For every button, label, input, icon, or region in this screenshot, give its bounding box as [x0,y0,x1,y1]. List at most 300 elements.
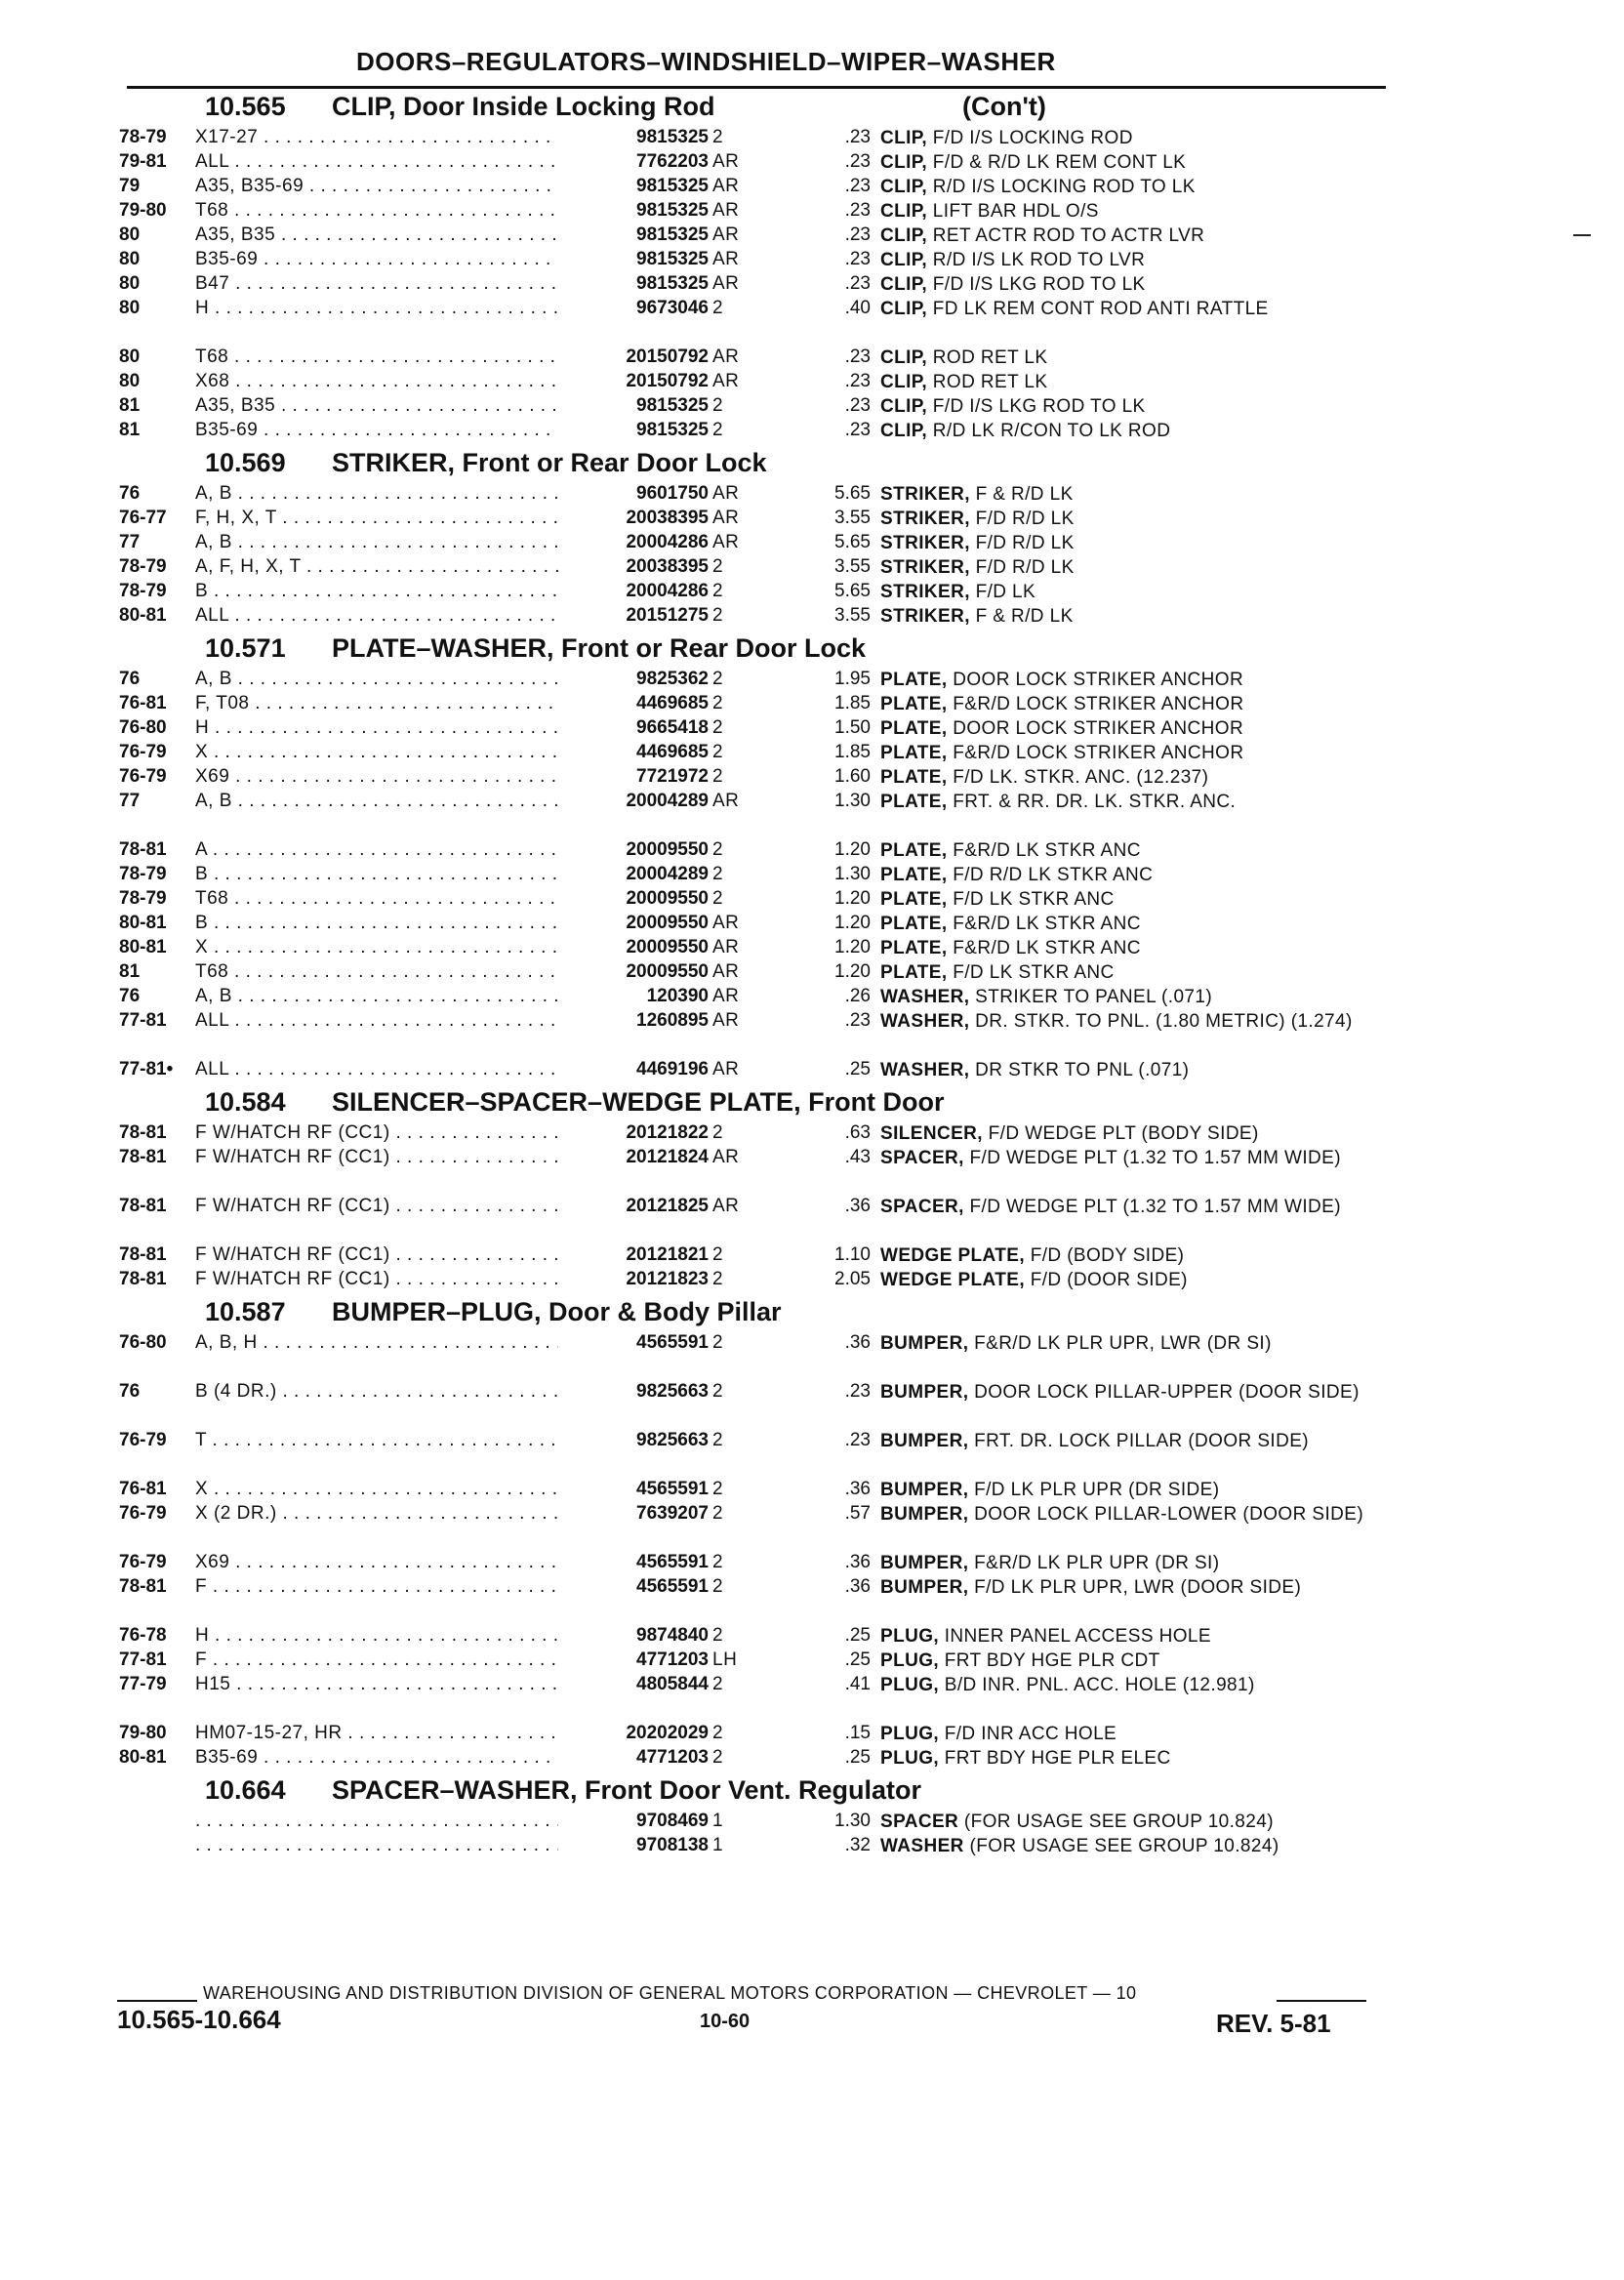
quantity: AR [712,224,771,246]
part-number: 7639207 [558,1503,709,1525]
description-head: PLATE, [880,670,948,690]
quantity: 2 [712,1244,771,1266]
model-years: 80 [119,273,141,294]
description-head: CLIP, [880,274,928,295]
model-years: 80 [119,224,141,245]
usage-code: X . . . [195,1479,654,1500]
price: .36 [844,1332,871,1353]
section-number: 10.584 [205,1087,286,1117]
model-years: 78-79 [119,127,167,147]
quantity: AR [712,532,771,553]
quantity: 2 [712,1503,771,1525]
description-text: F&R/D LK STKR ANC [953,840,1141,861]
quantity: 2 [712,420,771,441]
model-years: 76-81 [119,1479,167,1499]
quantity: 1 [712,1835,771,1856]
part-number: 9815325 [558,420,709,441]
part-number: 20121823 [558,1269,709,1290]
part-row [119,789,1388,837]
part-number: 20121824 [558,1147,709,1168]
part-number: 9825362 [558,669,709,690]
part-number: 4771203 [558,1649,709,1671]
usage-code: A . . . [195,839,654,861]
part-number: 9815325 [558,127,709,148]
price: 3.55 [834,556,871,577]
part-row [119,1379,1388,1428]
description-head: STRIKER, [880,509,970,529]
description-text: FRT BDY HGE PLR CDT [944,1650,1160,1671]
part-number: 9815325 [558,273,709,295]
usage-code: ALL . . . [195,605,654,627]
price: .23 [844,249,871,269]
page-footer [117,1981,1386,2050]
price: .23 [844,1381,871,1402]
part-number: 20038395 [558,508,709,529]
description-head: BUMPER, [880,1333,969,1354]
usage-code: B . . . [195,864,654,885]
description-text: STRIKER TO PANEL (.071) [975,987,1213,1007]
description-text: F/D R/D LK [975,557,1075,578]
part-number: 120390 [558,986,709,1007]
price: .36 [844,1479,871,1499]
price: 1.30 [834,1811,871,1831]
usage-code: F W/HATCH RF (CC1) . . . [195,1147,654,1168]
part-number: 20150792 [558,371,709,392]
part-number: 4565591 [558,1552,709,1573]
description [880,1479,1485,1502]
quantity: AR [712,508,771,529]
description-head: CLIP, [880,347,928,368]
part-row [119,1267,1388,1291]
model-years: 77-81 [119,1649,167,1670]
part-number: 20004286 [558,532,709,553]
usage-code: H . . . [195,1625,654,1647]
part-row [119,862,1388,886]
section-title: SILENCER–SPACER–WEDGE PLATE, Front Door [332,1087,945,1117]
model-years: 79-81 [119,151,167,172]
quantity: 2 [712,1269,771,1290]
description-text: F/D LK. STKR. ANC. (12.237) [953,767,1209,788]
quantity: 2 [712,605,771,627]
description [880,864,1485,887]
part-number: 20004289 [558,791,709,812]
quantity: 2 [712,669,771,690]
section-title: PLATE–WASHER, Front or Rear Door Lock [332,633,867,663]
model-years: 80 [119,298,141,318]
description-text: R/D I/S LOCKING ROD TO LK [932,177,1196,197]
description-head: WASHER, [880,987,970,1007]
quantity: AR [712,1147,771,1168]
part-row [119,247,1388,271]
part-row [119,393,1388,418]
footer-page-number: 10-60 [700,2011,751,2032]
usage-code: X . . . [195,742,654,763]
quantity: AR [712,1010,771,1032]
price: 1.20 [834,913,871,933]
part-row [119,1809,1388,1833]
description-text: F&R/D LK STKR ANC [953,914,1141,934]
price: 1.20 [834,937,871,957]
model-years: 77-81• [119,1059,174,1079]
quantity: 2 [712,1430,771,1451]
description-head: CLIP, [880,372,928,392]
part-row [119,667,1388,691]
description-text: F/D R/D LK STKR ANC [953,865,1154,885]
section-number: 10.565 [205,92,286,121]
quantity: 2 [712,1576,771,1598]
description-text: DOOR LOCK STRIKER ANCHOR [953,718,1244,739]
description [880,1147,1485,1170]
price: .43 [844,1147,871,1167]
model-years: 78-81 [119,1122,167,1143]
price: .23 [844,273,871,294]
description [880,1196,1485,1219]
usage-code: A35, B35 . . . [195,224,654,246]
description-text: RET ACTR ROD TO ACTR LVR [932,225,1205,246]
quantity: 2 [712,717,771,739]
part-row [119,530,1388,554]
quantity: 2 [712,127,771,148]
model-years: 76-79 [119,1430,167,1450]
part-row [119,959,1388,984]
description [880,508,1485,531]
model-years: 77 [119,532,141,552]
usage-code: X17-27 . . . [195,127,654,148]
description [880,395,1485,419]
part-number: 4771203 [558,1747,709,1769]
description [880,717,1485,741]
description [880,1576,1485,1600]
usage-code: ALL . . . [195,1010,654,1032]
quantity: LH [712,1649,771,1671]
part-row [119,1120,1388,1145]
price: 5.65 [834,581,871,601]
price: .36 [844,1576,871,1597]
description-head: STRIKER, [880,606,970,627]
description-head: STRIKER, [880,582,970,602]
part-number: 9815325 [558,176,709,197]
part-number: 20004289 [558,864,709,885]
description [880,1122,1485,1146]
usage-code: T . . . [195,1430,654,1451]
description [880,1811,1485,1834]
model-years: 78-81 [119,1576,167,1597]
price: 1.20 [834,839,871,860]
description [880,346,1485,370]
quantity: AR [712,346,771,368]
quantity: 2 [712,298,771,319]
description [880,151,1485,175]
price: .32 [844,1835,871,1855]
description-head: PLATE, [880,865,948,885]
description-head: CLIP, [880,250,928,270]
description [880,605,1485,629]
description-text: (FOR USAGE SEE GROUP 10.824) [963,1812,1274,1832]
price: .36 [844,1196,871,1216]
description-text: F & R/D LK [975,484,1074,505]
part-row [119,1623,1388,1648]
quantity: 2 [712,1381,771,1403]
description [880,766,1485,790]
description-head: SPACER [880,1812,959,1832]
quantity: 2 [712,1723,771,1744]
part-number: 9815325 [558,200,709,222]
part-number: 4565591 [558,1479,709,1500]
model-years: 76-79 [119,742,167,762]
model-years: 76 [119,1381,141,1402]
part-row [119,911,1388,935]
price: .25 [844,1059,871,1079]
description [880,1332,1485,1356]
part-row [119,1574,1388,1623]
description-head: PLATE, [880,718,948,739]
usage-code: B . . . [195,581,654,602]
description [880,1674,1485,1697]
usage-code: H . . . [195,298,654,319]
part-row [119,764,1388,789]
part-row [119,603,1388,628]
description [880,127,1485,150]
usage-code: A35, B35 . . . [195,395,654,417]
usage-code: B35-69 . . . [195,249,654,270]
price: 5.65 [834,483,871,504]
part-row [119,1242,1388,1267]
part-row [119,886,1388,911]
model-years: 77-81 [119,1010,167,1031]
price: .25 [844,1625,871,1646]
usage-code: A, B, H . . . [195,1332,654,1354]
usage-code: A35, B35-69 . . . [195,176,654,197]
part-row [119,935,1388,959]
usage-code: T68 . . . [195,961,654,983]
description [880,420,1485,443]
quantity: AR [712,151,771,173]
quantity: 2 [712,864,771,885]
description-text: DOOR LOCK PILLAR-UPPER (DOOR SIDE) [974,1382,1360,1403]
description-head: BUMPER, [880,1382,969,1403]
part-number: 20202029 [558,1723,709,1744]
part-row [119,1745,1388,1770]
usage-code: X69 . . . [195,766,654,788]
quantity: AR [712,273,771,295]
price: .26 [844,986,871,1006]
description-text: R/D I/S LK ROD TO LVR [932,250,1146,270]
description-head: PLUG, [880,1748,940,1769]
description-text: F/D WEDGE PLT (1.32 TO 1.57 MM WIDE) [969,1148,1341,1168]
description-head: SILENCER, [880,1123,983,1144]
part-number: 9708138 [558,1835,709,1856]
description-text: F/D LK [975,582,1036,602]
price: .25 [844,1747,871,1768]
price: 5.65 [834,532,871,552]
part-row [119,1550,1388,1574]
usage-code: X68 . . . [195,371,654,392]
description-head: WASHER [880,1836,964,1856]
part-number: 20009550 [558,913,709,934]
usage-code: T68 . . . [195,346,654,368]
description [880,273,1485,297]
model-years: 79-80 [119,1723,167,1743]
usage-code: F, T08 . . . [195,693,654,714]
model-years: 78-79 [119,864,167,884]
model-years: 78-79 [119,556,167,577]
description-head: BUMPER, [880,1553,969,1573]
model-years: 76-79 [119,1503,167,1524]
usage-code: F, H, X, T . . . [195,508,654,529]
section-heading [119,86,1388,125]
description-text: DR. STKR. TO PNL. (1.80 METRIC) (1.274) [975,1011,1353,1032]
usage-code: H15 . . . [195,1674,654,1695]
description [880,888,1485,912]
description [880,1503,1485,1527]
footer-rule-right [1277,2000,1366,2002]
section-title: STRIKER, Front or Rear Door Lock [332,448,767,477]
price: .23 [844,200,871,221]
model-years: 79-80 [119,200,167,221]
description-head: SPACER, [880,1148,964,1168]
part-number: 9825663 [558,1430,709,1451]
part-row [119,579,1388,603]
quantity: 2 [712,839,771,861]
part-number: 4565591 [558,1576,709,1598]
model-years: 76 [119,986,141,1006]
part-number: 20151275 [558,605,709,627]
quantity: AR [712,176,771,197]
part-number: 20121825 [558,1196,709,1217]
price: 1.85 [834,693,871,713]
usage-code: B35-69 . . . [195,1747,654,1769]
description [880,200,1485,224]
part-row [119,715,1388,740]
description-text: F/D WEDGE PLT (1.32 TO 1.57 MM WIDE) [969,1197,1341,1217]
part-row [119,1648,1388,1672]
quantity: 2 [712,1122,771,1144]
model-years: 76-79 [119,766,167,787]
part-number: 4469196 [558,1059,709,1080]
model-years: 81 [119,961,141,982]
part-number: 4469685 [558,742,709,763]
description [880,1835,1485,1858]
description-text: ROD RET LK [932,347,1048,368]
quantity: AR [712,1059,771,1080]
description-head: WASHER, [880,1060,970,1080]
part-number: 20004286 [558,581,709,602]
model-years: 78-81 [119,1196,167,1216]
usage-code: F W/HATCH RF (CC1) . . . [195,1244,654,1266]
description-text: F&R/D LK STKR ANC [953,938,1141,958]
description [880,1010,1485,1034]
part-number: 9815325 [558,395,709,417]
description-head: PLUG, [880,1675,940,1695]
footer-rule-left [117,2000,197,2002]
part-number: 20009550 [558,937,709,958]
quantity: 2 [712,1479,771,1500]
footer-revision: REV. 5-81 [1216,2009,1331,2038]
description-text: F/D WEDGE PLT (BODY SIDE) [988,1123,1259,1144]
part-row [119,1477,1388,1501]
description-text: ROD RET LK [932,372,1048,392]
usage-code: A, B . . . [195,483,654,505]
part-number: 20009550 [558,961,709,983]
description-head: STRIKER, [880,533,970,553]
part-number: 9815325 [558,224,709,246]
usage-code: F W/HATCH RF (CC1) . . . [195,1196,654,1217]
description [880,839,1485,863]
price: .57 [844,1503,871,1524]
description-text: F/D R/D LK [975,509,1075,529]
part-row [119,125,1388,149]
description-text: R/D LK R/CON TO LK ROD [932,421,1171,441]
usage-code: A, F, H, X, T . . . [195,556,654,578]
model-years: 78-81 [119,1244,167,1265]
quantity: 2 [712,1332,771,1354]
description [880,176,1485,199]
description-text: LIFT BAR HDL O/S [932,201,1099,222]
description-text: F/D R/D LK [975,533,1075,553]
price: .23 [844,151,871,172]
description-text: FD LK REM CONT ROD ANTI RATTLE [932,299,1269,319]
description-head: STRIKER, [880,484,970,505]
price: .25 [844,1649,871,1670]
description-head: PLATE, [880,792,948,812]
price: 3.55 [834,605,871,626]
model-years: 80-81 [119,937,167,957]
usage-code: ALL . . . [195,1059,654,1080]
part-row [119,837,1388,862]
part-number: 9825663 [558,1381,709,1403]
description-head: SPACER, [880,1197,964,1217]
section-number: 10.587 [205,1297,286,1326]
model-years: 77 [119,791,141,811]
usage-code: F . . . [195,1649,654,1671]
description [880,1059,1485,1082]
description-text: F/D (BODY SIDE) [1030,1245,1185,1266]
description-head: PLATE, [880,840,948,861]
part-number: 9815325 [558,249,709,270]
model-years: 80-81 [119,1747,167,1768]
part-number: 9708469 [558,1811,709,1832]
part-number: 20150792 [558,346,709,368]
description-head: STRIKER, [880,557,970,578]
description-text: F/D INR ACC HOLE [944,1724,1117,1744]
model-years: 76-79 [119,1552,167,1572]
part-number: 7721972 [558,766,709,788]
part-number: 4805844 [558,1674,709,1695]
description-text: F/D LK STKR ANC [953,962,1115,983]
quantity: AR [712,249,771,270]
quantity: 2 [712,766,771,788]
part-row [119,481,1388,506]
section-heading [119,442,1388,481]
description-head: PLUG, [880,1626,940,1647]
model-years: 77-79 [119,1674,167,1694]
section-number: 10.569 [205,448,286,477]
part-row [119,271,1388,296]
page-title: DOORS–REGULATORS–WINDSHIELD–WIPER–WASHER [356,47,1056,76]
usage-code: X . . . [195,937,654,958]
part-row [119,740,1388,764]
quantity: 2 [712,395,771,417]
description-text: FRT. & RR. DR. LK. STKR. ANC. [953,792,1237,812]
description-head: BUMPER, [880,1480,969,1500]
description [880,249,1485,272]
price: .41 [844,1674,871,1694]
description-head: BUMPER, [880,1504,969,1525]
description [880,581,1485,604]
part-row [119,1194,1388,1242]
part-row [119,506,1388,530]
price: 2.05 [834,1269,871,1289]
